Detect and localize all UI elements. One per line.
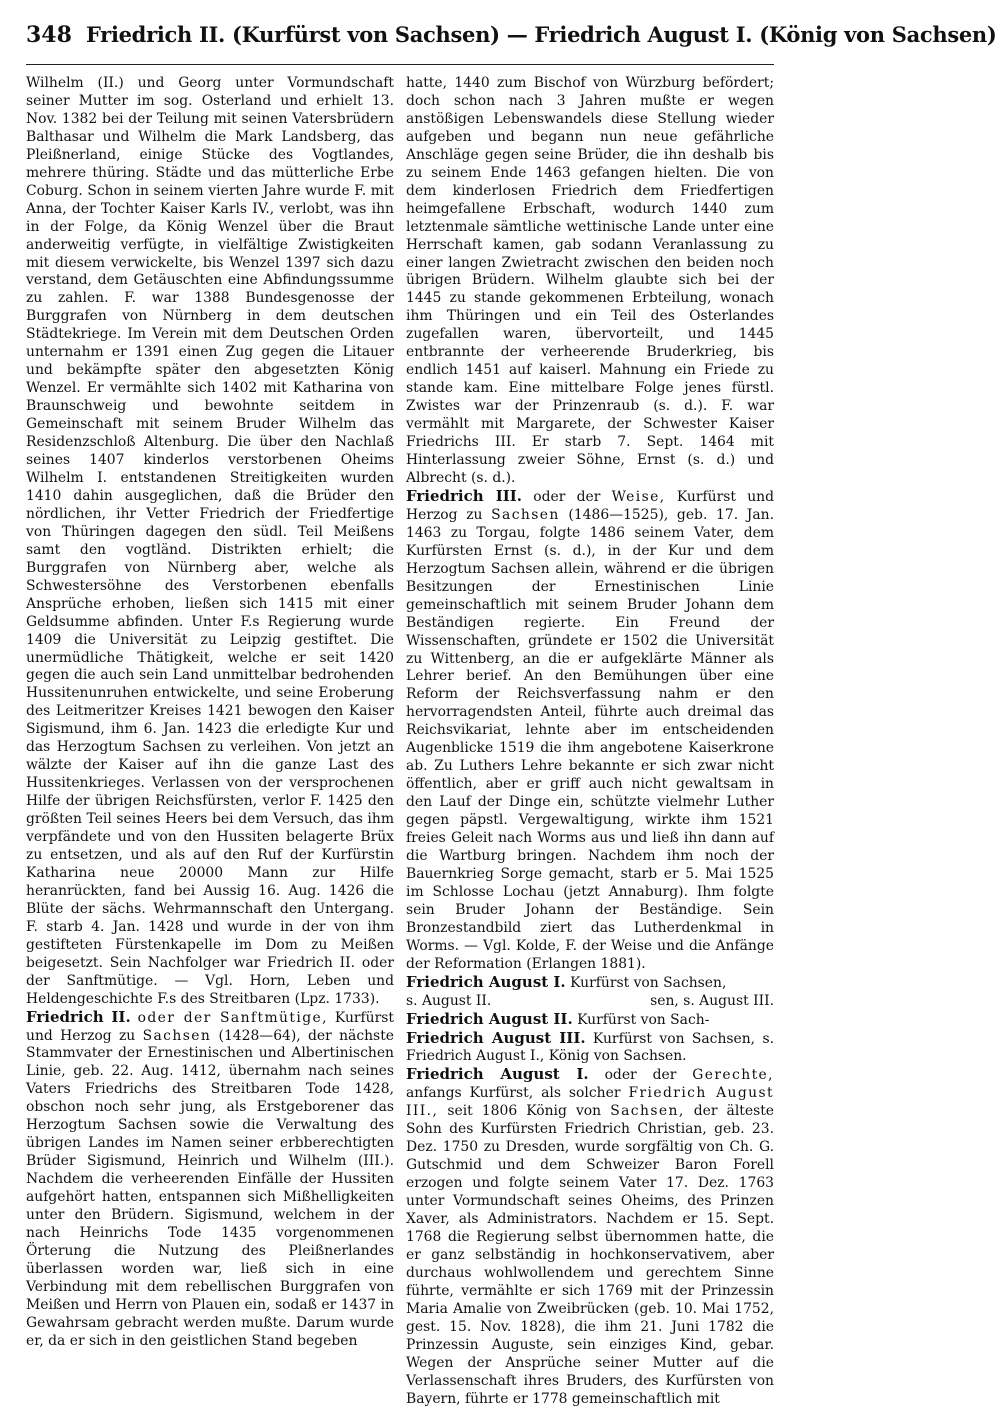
entry-intro: Kurfürst und Herzog zu <box>26 1009 394 1044</box>
entry-intro: anfangs Kurfürst, als solcher <box>406 1085 629 1102</box>
entry-epithet: Weise, <box>611 488 666 505</box>
running-head: Friedrich II. (Kurfürst von Sachsen) — Friedrich August I. (König von Sachsen) <box>85 22 997 47</box>
entry-friedrich-i-continuation: Wilhelm (II.) und Georg unter Vormundschaft seiner Mutter im sog. Osterland und erhielt 13. Nov. 1382 bei der Teilung mit seinen Vatersbrüdern Balthasar und Wilhelm die Mark Landsberg, das Pleißnerland, einige Stücke des Vogtlandes, mehrere thüring. Städte und das mütterliche Erbe Coburg. Schon in seinem vierten Jahre wurde F. mit Anna, der Tochter Kaiser Karls IV., verlobt, was ihn in der Folge, da König Wenzel über die Braut anderweitig verfügte, in vielfältige Zwistigkeiten mit diesem verwickelte, bis Wenzel 1397 sich dazu verstand, dem Getäuschten eine Abfindungssumme zu zahlen. F. war 1388 Bundesgenosse der Burggrafen von Nürnberg in dem deutschen Städtekriege. Im Verein mit dem Deutschen Orden unternahm er 1391 einen Zug gegen die Litauer und bekämpfte später den abgesetzten König Wenzel. Er vermählte sich 1402 mit Katharina von Braunschweig und bewohnte seitdem in Gemeinschaft mit seinem Bruder Wilhelm das Residenzschloß Altenburg. Die über den Nachlaß seines 1407 kinderlos verstorbenen Oheims Wilhelm I. entstandenen Streitigkeiten wurden 1410 dahin ausgeglichen, daß die Brüder den nördlichen, ihr Vetter Friedrich der Friedfertige von Thüringen dagegen den südl. Teil Meißens samt den vogtländ. Distrikten erhielt; die Burggrafen von Nürnberg aber, welche als Schwestersöhne des Verstorbenen ebenfalls Ansprüche erhoben, ließen sich 1415 mit einer Geldsumme abfinden. Unter F.s Regierung wurde 1409 die Universität zu Leipzig gestiftet. Die unermüdliche Thätigkeit, welche er seit 1420 gegen die auch sein Land unmittelbar bedrohenden Hussitenunruhen entwickelte, und seine Eroberung des Leitmeritzer Kreises 1421 bewogen den Kaiser Sigismund, ihm 6. Jan. 1423 die erledigte Kur und das Herzogtum Sachsen zu verleihen. Von jetzt an wälzte der Kaiser auf ihn die ganze Last des Hussitenkrieges. Verlassen von der versprochenen Hilfe der übrigen Reichsfürsten, verlor F. 1425 den größten Teil seines Heers bei dem Versuch, das ihm verpfändete und von den Hussiten belagerte Brüx zu entsetzen, und als auf den Ruf der Kurfürstin Katharina neue 20000 Mann zur Hilfe heranrückten, fand bei Aussig 16. Aug. 1426 die Blüte der sächs. Wehrmannschaft den Untergang. F. starb 4. Jan. 1428 und wurde in der von ihm gestifteten Fürstenkapelle im Dom zu Meißen beigesetzt. Sein Nachfolger war Friedrich II. oder der Sanftmütige. — Vgl. Horn, Leben und Heldengeschichte F.s des Streitbaren (Lpz. 1733). <box>26 75 394 1007</box>
page-header <box>26 22 997 65</box>
entry-epithet: Gerechte, <box>692 1067 774 1084</box>
entry-friedrich-ii-continuation: hatte, 1440 zum Bischof von Würzburg befördert; doch schon nach 3 Jahren mußte er wegen anstößigen Lebenswandels diese Stellung wieder aufgeben und begann nun neue gefährliche Anschläge gegen seine Brüder, die ihn deshalb bis zu seinem Ende 1463 gefangen hielten. Die von dem kinderlosen Friedrich dem Friedfertigen heimgefallene Erbschaft, wodurch 1440 zum letztenmale sämtliche wettinische Lande unter eine Herrschaft kamen, gab sodann Veranlassung zu einer langen Zwietracht zwischen den beiden noch übrigen Brüdern. Wilhelm glaubte sich bei der 1445 zu stande gekommenen Erbteilung, wonach ihm Thüringen und ein Teil des Osterlandes zugefallen waren, übervorteilt, und 1445 entbrannte der verheerende Bruderkrieg, bis endlich 1451 auf kaiserl. Mahnung ein Friede zu stande kam. Eine mittelbare Folge jenes fürstl. Zwistes war der Prinzenraub (s. d.). F. war vermählt mit Margarete, der Schwester Kaiser Friedrichs III. Er starb 7. Sept. 1464 mit Hinterlassung zweier Söhne, Ernst (s. d.) und Albrecht (s. d.). <box>406 75 774 486</box>
xref-friedrich-august-ii <box>406 1011 774 1030</box>
entry-title: Friedrich III. <box>406 486 522 505</box>
left-column <box>26 75 394 1409</box>
entry-title: Friedrich August II. <box>406 1009 573 1028</box>
entry-epithet: oder der Sanftmütige, <box>137 1009 328 1026</box>
page-number: 348 <box>26 22 72 48</box>
xref-line <box>406 993 774 1011</box>
entry-body: (1486—1525), geb. 17. Jan. 1463 zu Torgau, folgte 1486 seinem Vater, dem Kurfürsten Ernst (s. d.), in der Kur und dem Herzogtum Sachsen allein, während er die übrigen Besitzungen der Ernestinischen Linie gemeinschaftlich mit seinem Bruder Johann dem Beständigen regierte. Ein Freund der Wissenschaften, gründete er 1502 die Universität zu Wittenberg, an die er aufgeklärte Männer als Lehrer berief. An den Bemühungen über eine Reform der Reichsverfassung nahm er den hervorragendsten Anteil, führte auch dreimal das Reichsvikariat, lehnte aber im entscheidenden Augenblicke 1519 die ihm angebotene Kaiserkrone ab. Zu Luthers Lehre bekannte er sich zwar nicht öffentlich, aber er griff auch nicht gewaltsam in den Lauf der Dinge ein, schützte vielmehr Luther gegen päpstl. Vergewaltigung, wirkte ihm 1521 freies Geleit nach Worms aus und ließ ihn dann auf die Wartburg bringen. Nachdem ihm noch der Bauernkrieg Sorge gemacht, starb er 5. Mai 1525 im Schlosse Lochau (jetzt Annaburg). Ihm folgte sein Bruder Johann der Beständige. Sein Bronzestandbild ziert das Lutherdenkmal in Worms. — Vgl. Kolde, F. der Weise und die Anfänge der Reformation (Erlangen 1881). <box>406 506 774 972</box>
xref-text: Kurfürst von Sachsen, <box>565 974 727 991</box>
entry-friedrich-iii <box>406 488 774 974</box>
xref-target: sen, s. August III. <box>650 992 774 1009</box>
right-column <box>406 75 774 1409</box>
entry-place: Sachsen <box>491 506 560 523</box>
entry-body: (1428—64), der nächste Stammvater der Ernestinischen und Albertinischen Linie, geb. 22. Aug. 1412, übernahm nach seines Vaters Friedrichs des Streitbaren Tode 1428, obschon noch sehr jung, als Erstgeborener das Herzogtum Sachsen sowie die Verwaltung des übrigen Landes im Namen seiner erbberechtigten Brüder Sigismund, Heinrich und Wilhelm (III.). Nachdem die verheerenden Einfälle der Hussiten aufgehört hatten, entspannen sich Mißhelligkeiten unter den Brüdern. Sigismund, welchem in der nach Heinrichs Tode 1435 vorgenommenen Örterung die Nutzung des Pleißnerlandes überlassen worden war, ließ sich in eine Verbindung mit dem rebellischen Burggrafen von Meißen und Herrn von Plauen ein, sodaß er 1437 in Gewahrsam gebracht werden mußte. Darum wurde er, da er sich in den geistlichen Stand begeben <box>26 1027 394 1349</box>
entry-intro: seit 1806 König von <box>438 1103 611 1120</box>
entry-friedrich-ii <box>26 1009 394 1351</box>
entry-intro: oder der <box>522 488 612 505</box>
entry-intro: Kurfürst und Herzog zu <box>406 488 774 523</box>
entry-friedrich-august-i-koenig <box>406 1066 774 1408</box>
xref-friedrich-august-i-kurfuerst <box>406 974 774 993</box>
entry-title: Friedrich August III. <box>406 1028 586 1047</box>
entry-place: Sachsen <box>142 1027 212 1044</box>
entry-title: Friedrich August I. <box>406 972 566 991</box>
xref-friedrich-august-iii <box>406 1030 774 1067</box>
entry-body: der älteste Sohn des Kurfürsten Friedrich Christian, geb. 23. Dez. 1750 zu Dresden, wurde sorgfältig von Ch. G. Gutschmid und dem Schweizer Baron Forell erzogen und folgte seinem Vater 17. Dez. 1763 unter Vormundschaft seines Oheims, des Prinzen Xaver, als Administrators. Nachdem er 15. Sept. 1768 die Regierung selbst übernommen hatte, die er ganz selbständig in hochkonservativem, aber durchaus wohlwollendem und gerechtem Sinne führte, vermählte er sich 1769 mit der Prinzessin Maria Amalie von Zweibrücken (geb. 10. Mai 1752, gest. 15. Nov. 1828), die ihm 21. Juni 1782 die Prinzessin Auguste, sein einziges Kind, gebar. Wegen der Ansprüche seiner Mutter auf die Verlassenschaft ihres Bruders, des Kurfürsten von Bayern, führte er 1778 gemeinschaftlich mit <box>406 1103 774 1407</box>
entry-title: Friedrich II. <box>26 1007 131 1026</box>
entry-place: Sachsen, <box>610 1103 685 1120</box>
entry-intro: oder der <box>588 1067 693 1084</box>
text-columns <box>26 75 774 1409</box>
xref-text: Kurfürst von Sach- <box>572 1011 710 1028</box>
entry-title: Friedrich August I. <box>406 1065 589 1084</box>
entry-name: Friedrich August III., <box>406 1085 775 1120</box>
xref-text: Kurfürst von Sachsen, s. Friedrich August I., König von Sachsen. <box>406 1030 774 1065</box>
xref-target: s. August II. <box>406 992 492 1009</box>
